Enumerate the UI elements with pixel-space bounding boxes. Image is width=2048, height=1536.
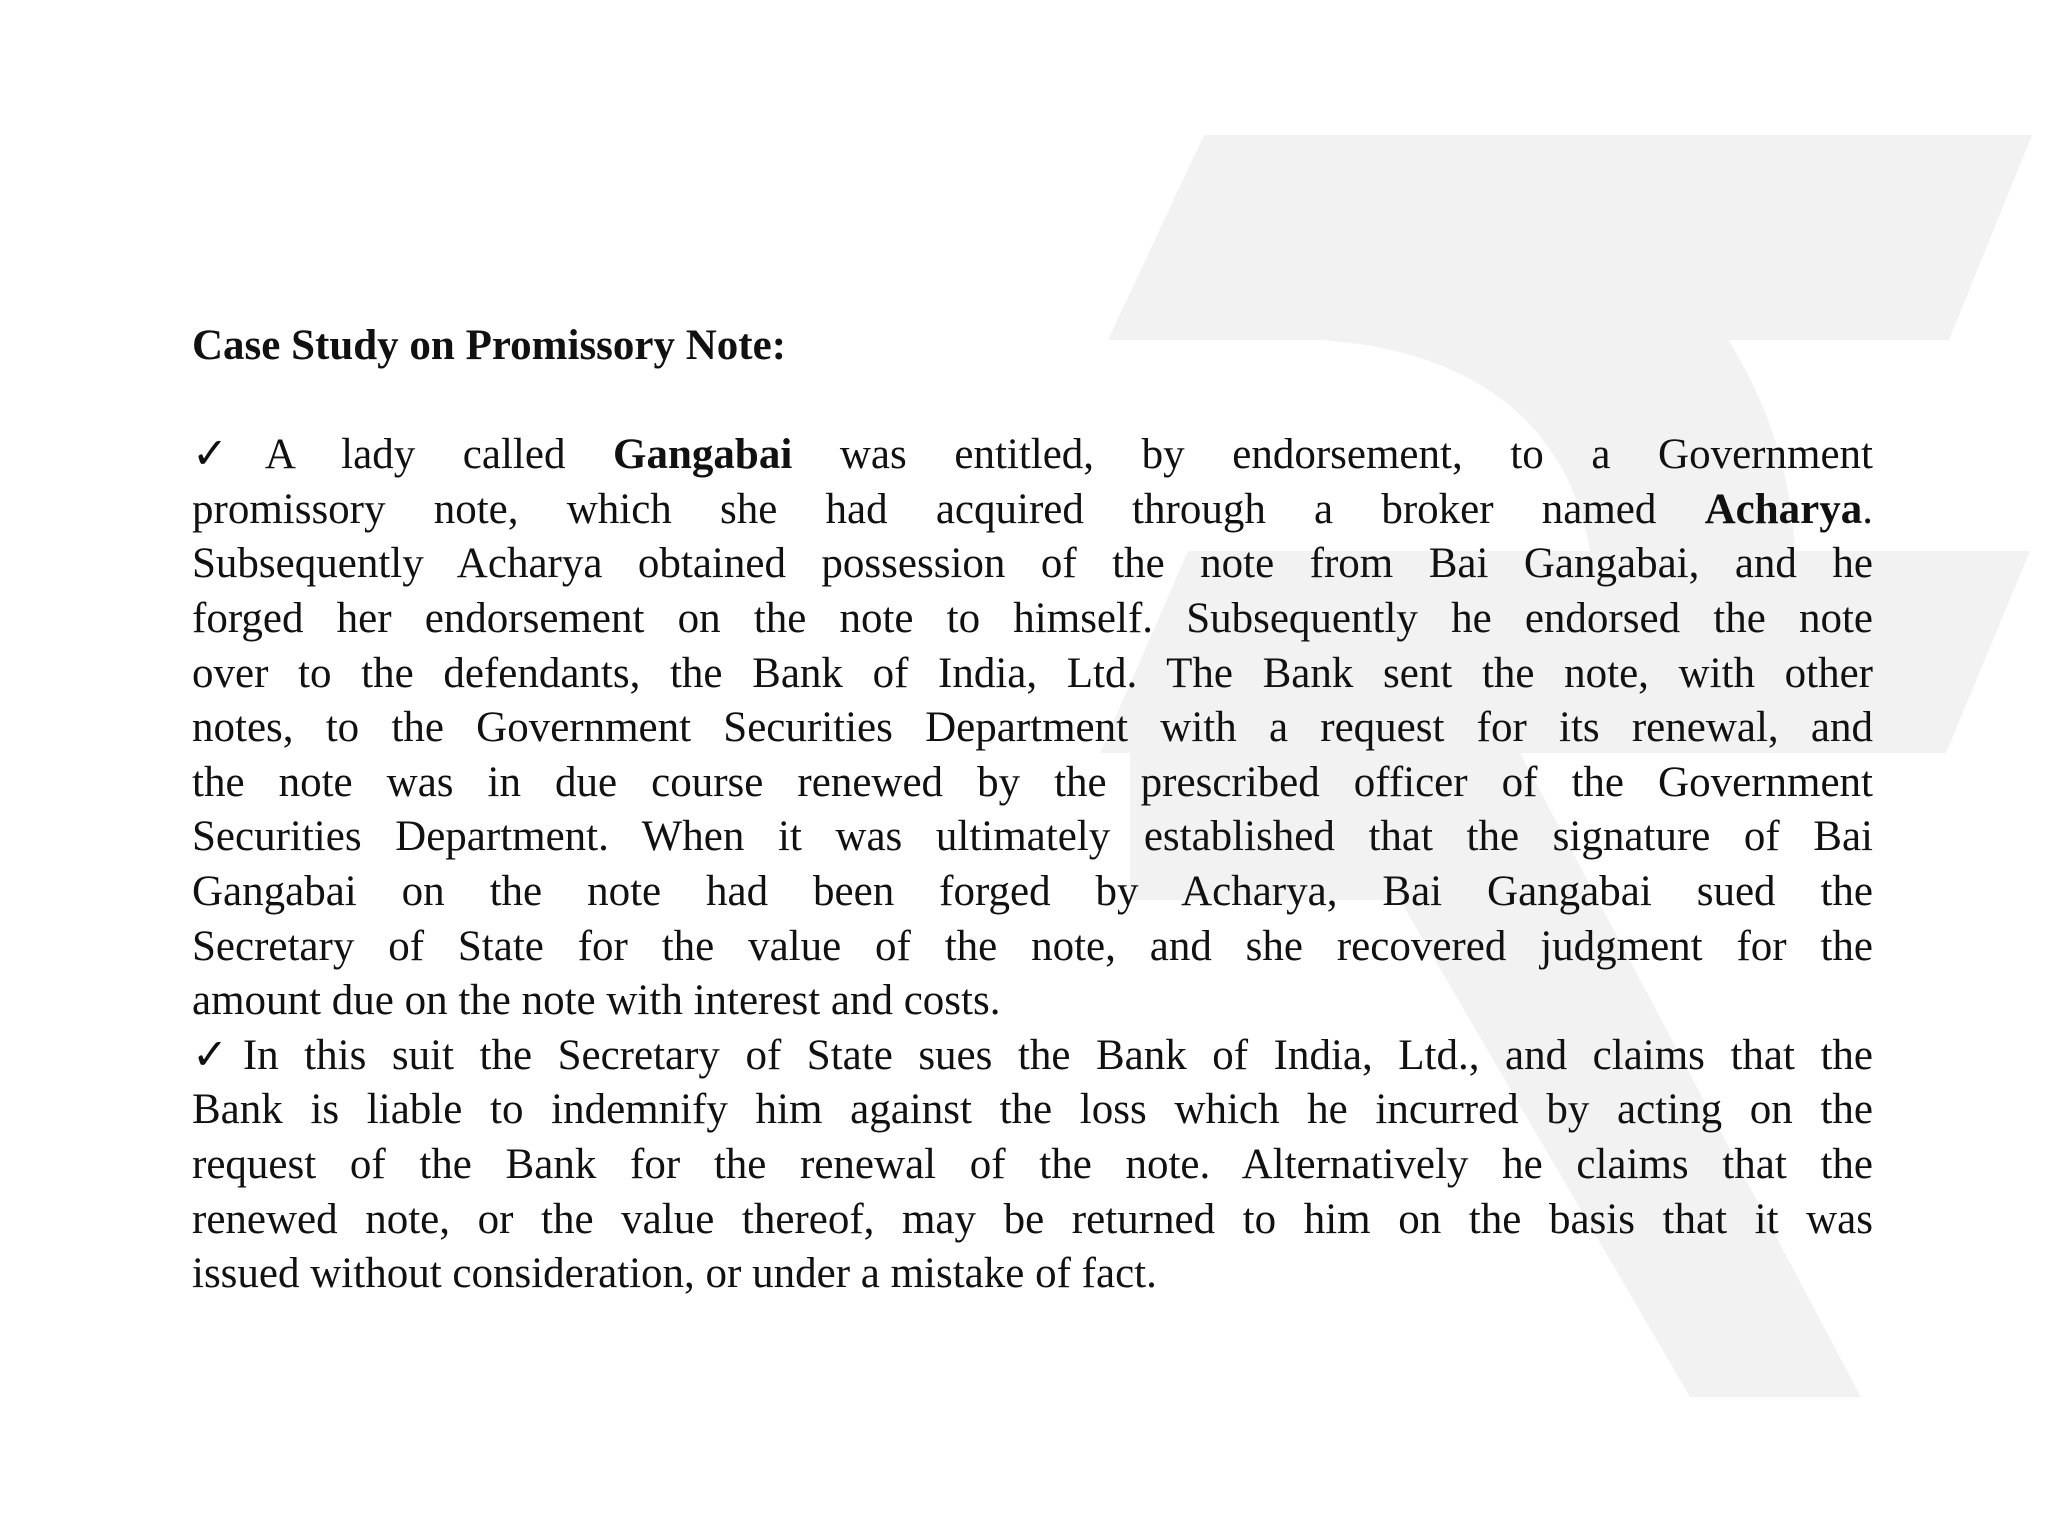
paragraph [192, 428, 1873, 1029]
text-line [192, 1029, 1873, 1084]
text-line [192, 428, 1873, 483]
text-segment: ✓In this suit the Secretary of State sues the Bank of India, Ltd., and claims that the [192, 1031, 1873, 1079]
text-segment: issued without consideration, or under a mistake of fact. [192, 1250, 1157, 1298]
document-body [192, 319, 1873, 1302]
text-segment: was entitled, by endorsement, to a Government [792, 431, 1873, 479]
text-line [192, 647, 1873, 702]
text-line [192, 1083, 1873, 1138]
text-line [192, 1247, 1873, 1302]
text-line [192, 756, 1873, 811]
text-segment: renewed note, or the value thereof, may be returned to him on the basis that it was [192, 1195, 1873, 1243]
text-segment: notes, to the Government Securities Department with a request for its renewal, and [192, 704, 1873, 752]
text-segment: Subsequently Acharya obtained possession of the note from Bai Gangabai, and he [192, 540, 1873, 588]
text-line [192, 1138, 1873, 1193]
text-segment: Bank is liable to indemnify him against the loss which he incurred by acting on the [192, 1086, 1873, 1134]
text-segment: promissory note, which she had acquired through a broker named [192, 485, 1705, 533]
text-line [192, 810, 1873, 865]
text-segment: request of the Bank for the renewal of the note. Alternatively he claims that the [192, 1140, 1873, 1188]
text-line [192, 974, 1873, 1029]
text-segment: the note was in due course renewed by the prescribed officer of the Government [192, 758, 1873, 806]
text-segment: . [1862, 485, 1873, 533]
text-segment: Secretary of State for the value of the note, and she recovered judgment for the [192, 922, 1873, 970]
text-segment: amount due on the note with interest and costs. [192, 977, 1001, 1025]
text-line [192, 920, 1873, 975]
text-segment: over to the defendants, the Bank of India, Ltd. The Bank sent the note, with other [192, 649, 1873, 697]
text-segment: Securities Department. When it was ultimately established that the signature of Bai [192, 813, 1873, 861]
text-segment: ✓A lady called [192, 431, 614, 479]
text-line [192, 483, 1873, 538]
bold-name: Gangabai [613, 431, 793, 479]
paragraph [192, 1029, 1873, 1302]
text-line [192, 592, 1873, 647]
case-study-text [192, 428, 1873, 1302]
text-line [192, 865, 1873, 920]
text-segment: forged her endorsement on the note to himself. Subsequently he endorsed the note [192, 594, 1873, 642]
page-title: Case Study on Promissory Note: [192, 322, 787, 369]
text-line [192, 537, 1873, 592]
text-line [192, 701, 1873, 756]
text-line [192, 1193, 1873, 1248]
bold-name: Acharya [1704, 485, 1863, 533]
text-segment: Gangabai on the note had been forged by Acharya, Bai Gangabai sued the [192, 867, 1873, 915]
